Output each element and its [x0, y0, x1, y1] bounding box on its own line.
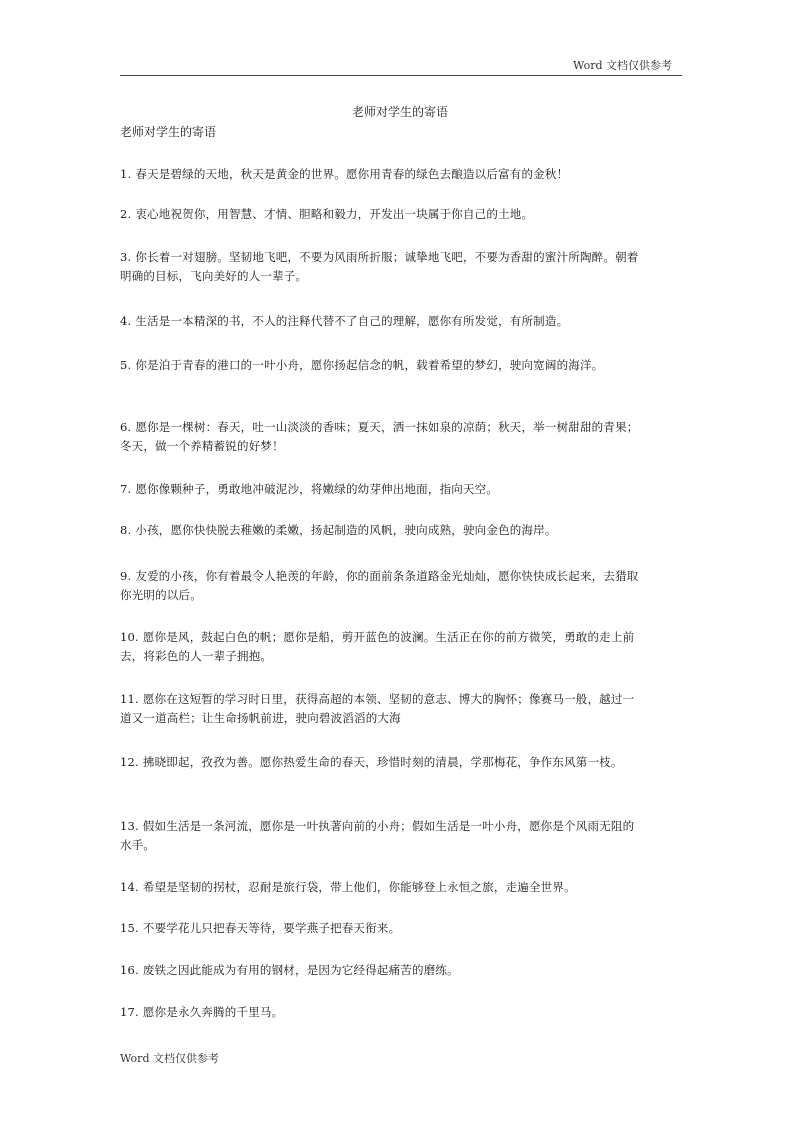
- document-title: 老师对学生的寄语: [351, 105, 448, 119]
- document-subtitle: 老师对学生的寄语: [120, 125, 217, 139]
- list-item: 11. 愿你在这短暂的学习时日里，获得高超的本领、坚韧的意志、博大的胸怀；像赛马一般，越过一道又一道高栏；让生命扬帆前进，驶向碧波滔滔的大海: [120, 692, 635, 725]
- list-item: 1. 春天是碧绿的天地，秋天是黄金的世界。愿你用青春的绿色去酿造以后富有的金秋！: [120, 167, 569, 181]
- list-item: 5. 你是泊于青春的港口的一叶小舟，愿你扬起信念的帆，载着希望的梦幻，驶向宽阔的海洋。: [120, 358, 604, 372]
- header-divider: [120, 75, 682, 76]
- list-item: 2. 衷心地祝贺你，用智慧、才情、胆略和毅力，开发出一块属于你自己的土地。: [120, 207, 534, 221]
- list-item: 13. 假如生活是一条河流，愿你是一叶执著向前的小舟；假如生活是一叶小舟，愿你是个风雨无阻的水手。: [120, 819, 635, 852]
- list-item: 6. 愿你是一棵树：春天，吐一山淡淡的香味；夏天，洒一抹如泉的凉荫；秋天，举一树甜甜的青果；冬天，做一个养精蓄锐的好梦！: [120, 420, 639, 453]
- list-item: 10. 愿你是风，鼓起白色的帆；愿你是船，剪开蓝色的波澜。生活正在你的前方微笑，勇敢的走上前去，将彩色的人一辈子拥抱。: [120, 630, 635, 663]
- list-item: 4. 生活是一本精深的书，不人的注释代替不了自己的理解，愿你有所发觉，有所制造。: [120, 314, 569, 328]
- list-item: 14. 希望是坚韧的拐杖，忍耐是旅行袋，带上他们，你能够登上永恒之旅，走遍全世界。: [120, 880, 576, 894]
- list-item: 16. 废铁之因此能成为有用的钢材，是因为它经得起痛苦的磨练。: [120, 963, 459, 977]
- page-footer-label: Word 文档仅供参考: [120, 1052, 219, 1065]
- list-item: 3. 你长着一对翅膀。坚韧地飞吧，不要为风雨所折服；诚挚地飞吧，不要为香甜的蜜汁所陶醉。朝着明确的目标，飞向美好的人一辈子。: [120, 250, 639, 283]
- list-item: 7. 愿你像颗种子，勇敢地冲破泥沙，将嫩绿的幼芽伸出地面，指向天空。: [120, 482, 499, 496]
- list-item: 9. 友爱的小孩，你有着最令人艳羡的年龄，你的面前条条道路金光灿灿，愿你快快成长起来，去猎取你光明的以后。: [120, 569, 639, 602]
- list-item: 17. 愿你是永久奔腾的千里马。: [120, 1005, 284, 1019]
- list-item: 15. 不要学花儿只把春天等待，要学燕子把春天衔来。: [120, 921, 401, 935]
- list-item: 12. 拂晓即起，孜孜为善。愿你热爱生命的春天，珍惜时刻的清晨，学那梅花，争作东风第一枝。: [120, 755, 623, 769]
- list-item: 8. 小孩，愿你快快脱去稚嫩的柔嫩，扬起制造的风帆，驶向成熟，驶向金色的海岸。: [120, 523, 557, 537]
- page-header-label: Word 文档仅供参考: [573, 59, 672, 72]
